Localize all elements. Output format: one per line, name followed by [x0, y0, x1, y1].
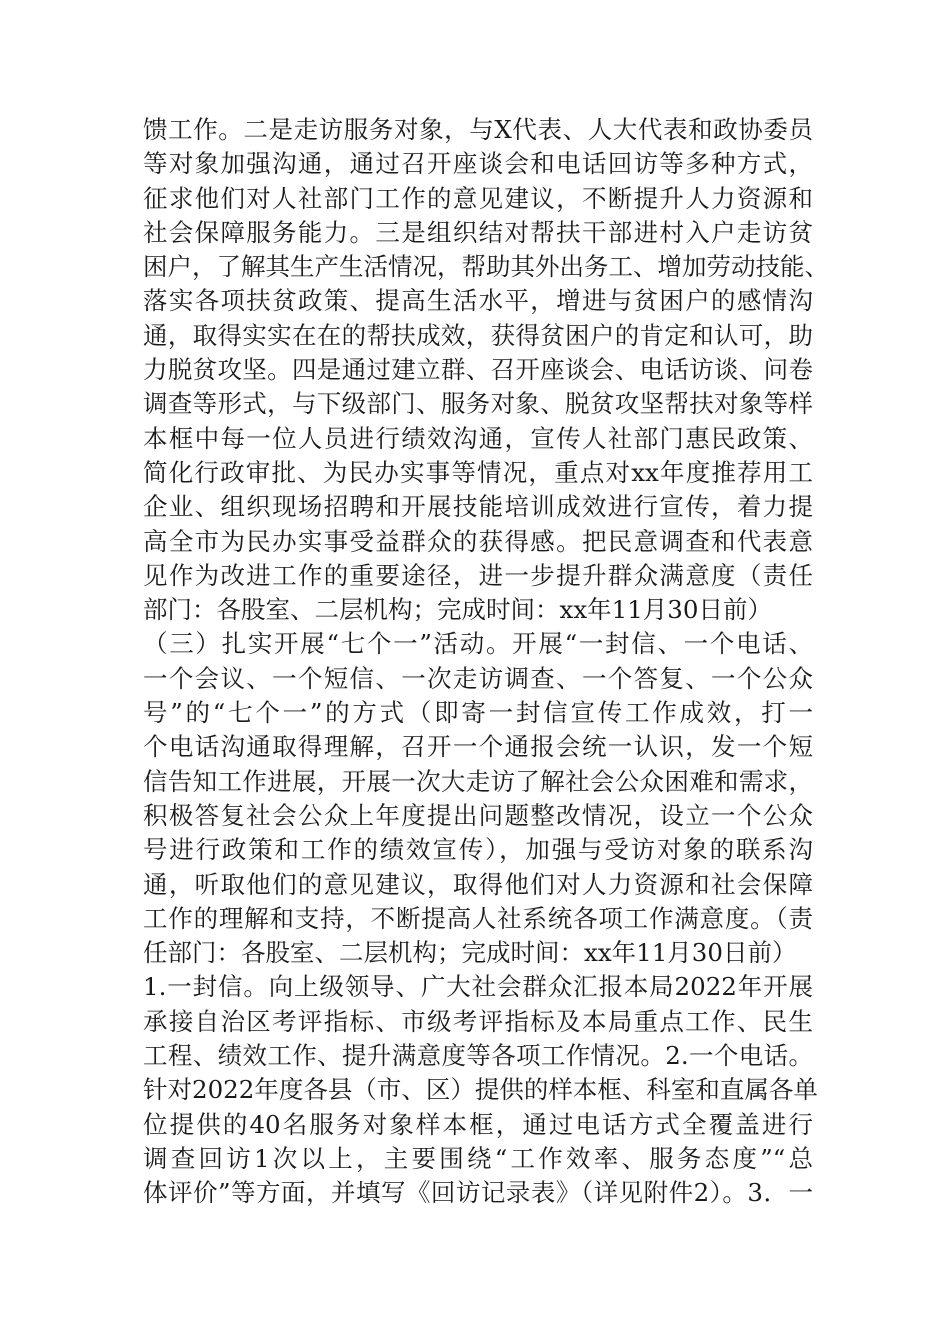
text-line: 本框中每一位人员进行绩效沟通，宣传人社部门惠民政策、	[143, 423, 813, 453]
text-line: 企业、组织现场招聘和开展技能培训成效进行宣传，着力提	[143, 492, 813, 522]
text-line: 见作为改进工作的重要途径，进一步提升群众满意度（责任	[143, 560, 813, 590]
text-line: 征求他们对人社部门工作的意见建议，不断提升人力资源和	[143, 183, 813, 213]
text-line: 信告知工作进展，开展一次大走访了解社会公众困难和需求，	[143, 766, 813, 796]
text-line: 通，听取他们的意见建议，取得他们对人力资源和社会保障	[143, 869, 813, 899]
text-line: 落实各项扶贫政策、提高生活水平，增进与贫困户的感情沟	[143, 286, 813, 316]
text-line: 工程、绩效工作、提升满意度等各项工作情况。2.一个电话。	[143, 1041, 813, 1071]
text-line: 调查回访1次以上，主要围绕“工作效率、服务态度”“总	[143, 1143, 813, 1173]
text-line: 积极答复社会公众上年度提出问题整改情况，设立一个公众	[143, 800, 813, 830]
text-line: 简化行政审批、为民办实事等情况，重点对xx年度推荐用工	[143, 457, 813, 487]
text-line: 一个会议、一个短信、一次走访调查、一个答复、一个公众	[143, 663, 813, 693]
text-line: 位提供的40名服务对象样本框，通过电话方式全覆盖进行	[143, 1109, 813, 1139]
text-line: 力脱贫攻坚。四是通过建立群、召开座谈会、电话访谈、问卷	[143, 355, 813, 385]
text-line: 通，取得实实在在的帮扶成效，获得贫困户的肯定和认可，助	[143, 320, 813, 350]
text-line: 个电话沟通取得理解，召开一个通报会统一认识，发一个短	[143, 732, 813, 762]
text-line: 承接自治区考评指标、市级考评指标及本局重点工作、民生	[143, 1006, 813, 1036]
text-line: 体评价”等方面，并填写《回访记录表》（详见附件2）。3．一	[143, 1178, 813, 1208]
text-line: 困户，了解其生产生活情况，帮助其外出务工、增加劳动技能、	[143, 252, 829, 282]
text-line: 任部门：各股室、二层机构；完成时间：xx年11月30日前）	[143, 938, 797, 968]
text-line: 馈工作。二是走访服务对象，与X代表、人大代表和政协委员	[143, 115, 813, 144]
text-line: （三）扎实开展“七个一”活动。开展“一封信、一个电话、	[143, 629, 813, 659]
text-line: 针对2022年度各县（市、区）提供的样本框、科室和直属各单	[143, 1075, 818, 1105]
body-text	[143, 113, 829, 1211]
text-line: 工作的理解和支持，不断提高人社系统各项工作满意度。（责	[143, 903, 813, 933]
text-line: 调查等形式，与下级部门、服务对象、脱贫攻坚帮扶对象等样	[143, 389, 813, 419]
text-line: 社会保障服务能力。三是组织结对帮扶干部进村入户走访贫	[143, 217, 813, 247]
text-line: 部门：各股室、二层机构；完成时间：xx年11月30日前）	[143, 595, 772, 625]
text-line: 号进行政策和工作的绩效宣传），加强与受访对象的联系沟	[143, 835, 813, 865]
text-line: 高全市为民办实事受益群众的获得感。把民意调查和代表意	[143, 526, 813, 556]
text-line: 号”的“七个一”的方式（即寄一封信宣传工作成效，打一	[143, 698, 813, 728]
text-line: 1.一封信。向上级领导、广大社会群众汇报本局2022年开展	[143, 972, 813, 1002]
text-line: 等对象加强沟通，通过召开座谈会和电话回访等多种方式，	[143, 149, 813, 179]
